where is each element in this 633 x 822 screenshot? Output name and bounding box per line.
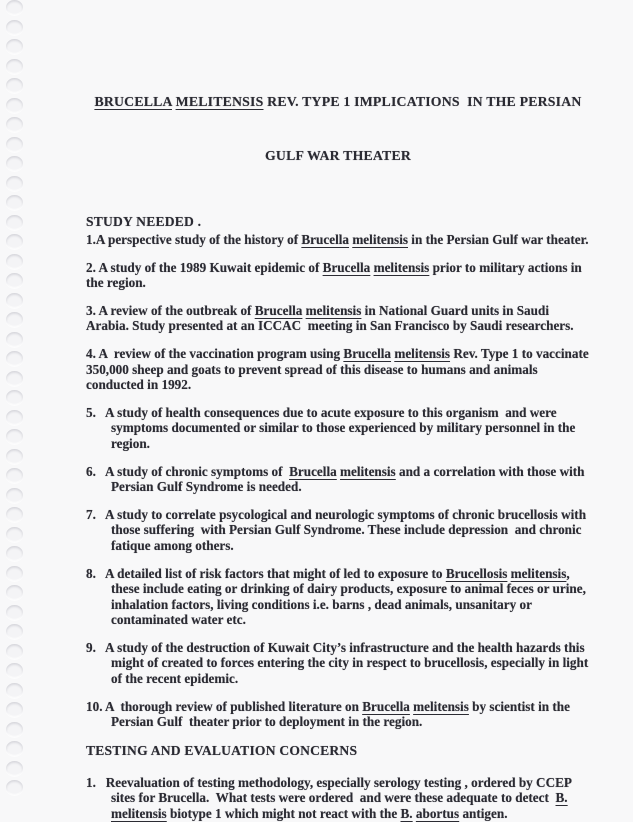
binding-hole (6, 332, 23, 347)
binding-hole (6, 741, 23, 756)
underlined-term: melitensis (305, 302, 362, 318)
binding-hole (6, 254, 23, 269)
text-segment: and a correlation with those with Persian Gulf Syndrome is needed. (111, 463, 588, 495)
underlined-term: melitensis (111, 806, 167, 822)
binding-hole (6, 429, 23, 444)
binding-hole (6, 488, 23, 503)
binding-hole (6, 702, 23, 717)
binding-hole (6, 176, 23, 191)
text-segment: 3. A review of the outbreak of (86, 302, 255, 318)
study-item-10 (86, 699, 590, 730)
testing-item-1 (86, 775, 590, 822)
underlined-term: Brucella (301, 232, 350, 247)
document-title-line1 (86, 93, 590, 111)
section-heading-study-needed: STUDY NEEDED . (86, 214, 202, 229)
underlined-term: Brucella (322, 259, 371, 275)
underlined-term: melitensis (413, 698, 469, 714)
study-item-9 (86, 640, 590, 687)
document-title-line2 (86, 147, 590, 165)
binding-hole (6, 78, 23, 93)
binding-hole (6, 0, 23, 15)
text-segment: 8. A detailed list of risk factors that might of led to exposure to (86, 565, 446, 581)
document-title (86, 57, 590, 201)
binding-hole (6, 624, 23, 639)
underlined-term: melitensis (340, 463, 396, 479)
binding-hole (6, 20, 23, 35)
underlined-term: Brucella (254, 302, 303, 318)
text-segment: prior to military actions in the region. (86, 259, 586, 291)
text-segment: 6. A study of chronic symptoms of (86, 463, 290, 479)
binding-hole (6, 312, 23, 327)
binding-hole (6, 293, 23, 308)
binding-hole (6, 507, 23, 522)
binding-hole (6, 663, 23, 678)
binding-hole (6, 468, 23, 483)
binding-hole (6, 137, 23, 152)
underlined-term: melitensis (352, 232, 408, 247)
study-item-2 (86, 260, 590, 291)
binding-hole (6, 644, 23, 659)
text-segment: 1. Reevaluation of testing methodology, especially serology testing , ordered by CCEP sites for Brucella. What tests were ordered and were these adequate to detect (86, 774, 578, 806)
underlined-term: B. (555, 790, 568, 806)
underlined-term: melitensis (510, 565, 567, 581)
text-segment: by scientist in the Persian Gulf theater prior to deployment in the region. (111, 698, 574, 730)
text-segment: 10. A thorough review of published literature on (86, 698, 363, 714)
text-segment: biotype 1 which might not react with the (166, 806, 401, 822)
binding-hole (6, 527, 23, 542)
binding-hole (6, 546, 23, 561)
text-segment: 5. A study of health consequences due to acute exposure to this organism and were symptoms documented or similar to those experienced by military personnel in the region. (86, 404, 579, 451)
text-segment: in the Persian Gulf war theater. (408, 232, 589, 247)
underlined-term: Brucellosis (445, 565, 508, 581)
underlined-term: MELITENSIS (175, 94, 264, 109)
binding-hole (6, 780, 23, 795)
text-segment: Rev. Type 1 to vaccinate 350,000 sheep and goats to prevent spread of this disease to humans and animals conducted in 1992. (86, 345, 593, 393)
study-item-4 (86, 345, 593, 393)
binding-hole (6, 605, 23, 620)
study-item-7 (86, 507, 590, 554)
text-segment: in National Guard units in Saudi Arabia. Study presented at an ICCAC meeting in San Francisco by Saudi researchers. (86, 302, 574, 334)
study-item-3 (86, 303, 590, 334)
text-segment: antigen. (459, 806, 508, 822)
underlined-term: Brucella (362, 698, 410, 714)
text-segment (568, 790, 571, 805)
binding-hole (6, 722, 23, 737)
binding-hole (6, 371, 23, 386)
text-segment: 7. A study to correlate psycological and neurologic symptoms of chronic brucellosis with those suffering with Persian Gulf Syndrome. These include depression and chronic fatique among others. (86, 506, 590, 553)
binding-hole (6, 195, 23, 210)
binding-hole (6, 59, 23, 74)
study-item-1 (86, 232, 590, 248)
text-segment: REV. TYPE 1 IMPLICATIONS IN THE PERSIAN (263, 94, 582, 109)
binding-hole (6, 683, 23, 698)
binding-hole (6, 156, 23, 171)
binding-hole (6, 215, 23, 230)
binding-hole (6, 98, 23, 113)
binding-hole (6, 273, 23, 288)
binding-hole (6, 566, 23, 581)
underlined-term: Brucella (343, 345, 392, 361)
text-segment: 2. A study of the 1989 Kuwait epidemic of (86, 259, 323, 275)
study-item-5 (86, 405, 590, 452)
section-heading-testing-evaluation: TESTING AND EVALUATION CONCERNS (86, 742, 358, 758)
binding-hole (6, 39, 23, 54)
underlined-term: B. (400, 806, 413, 822)
study-item-6 (86, 464, 590, 495)
binding-hole (6, 390, 23, 405)
binding-hole (6, 234, 23, 249)
text-segment: 9. A study of the destruction of Kuwait City’s infrastructure and the health hazards this might of created to forces entering the city in respect to brucellosis, especially in light of the recent epidemic. (86, 639, 592, 687)
binding-hole (6, 117, 23, 132)
text-segment: , these include eating or drinking of dairy products, exposure to animal feces or urine, inhalation factors, living conditions i.e. barns , dead animals, unsanitary or contaminated water etc. (111, 565, 590, 628)
text-segment: GULF WAR THEATER (264, 148, 412, 163)
study-item-8 (86, 566, 590, 628)
underlined-term: melitensis (373, 259, 430, 275)
underlined-term: Brucella (289, 463, 337, 479)
underlined-term: BRUCELLA (94, 94, 172, 109)
binding-hole (6, 449, 23, 464)
text-segment: 4. A review of the vaccination program using (86, 345, 344, 361)
underlined-term: melitensis (394, 345, 451, 361)
document-body (86, 57, 593, 822)
underlined-term: abortus (415, 806, 460, 822)
binding-hole (6, 410, 23, 425)
text-segment: 1.A perspective study of the history of (86, 232, 302, 247)
binding-hole (6, 761, 23, 776)
binding-holes (6, 0, 26, 814)
binding-hole (6, 585, 23, 600)
binding-hole (6, 351, 23, 366)
